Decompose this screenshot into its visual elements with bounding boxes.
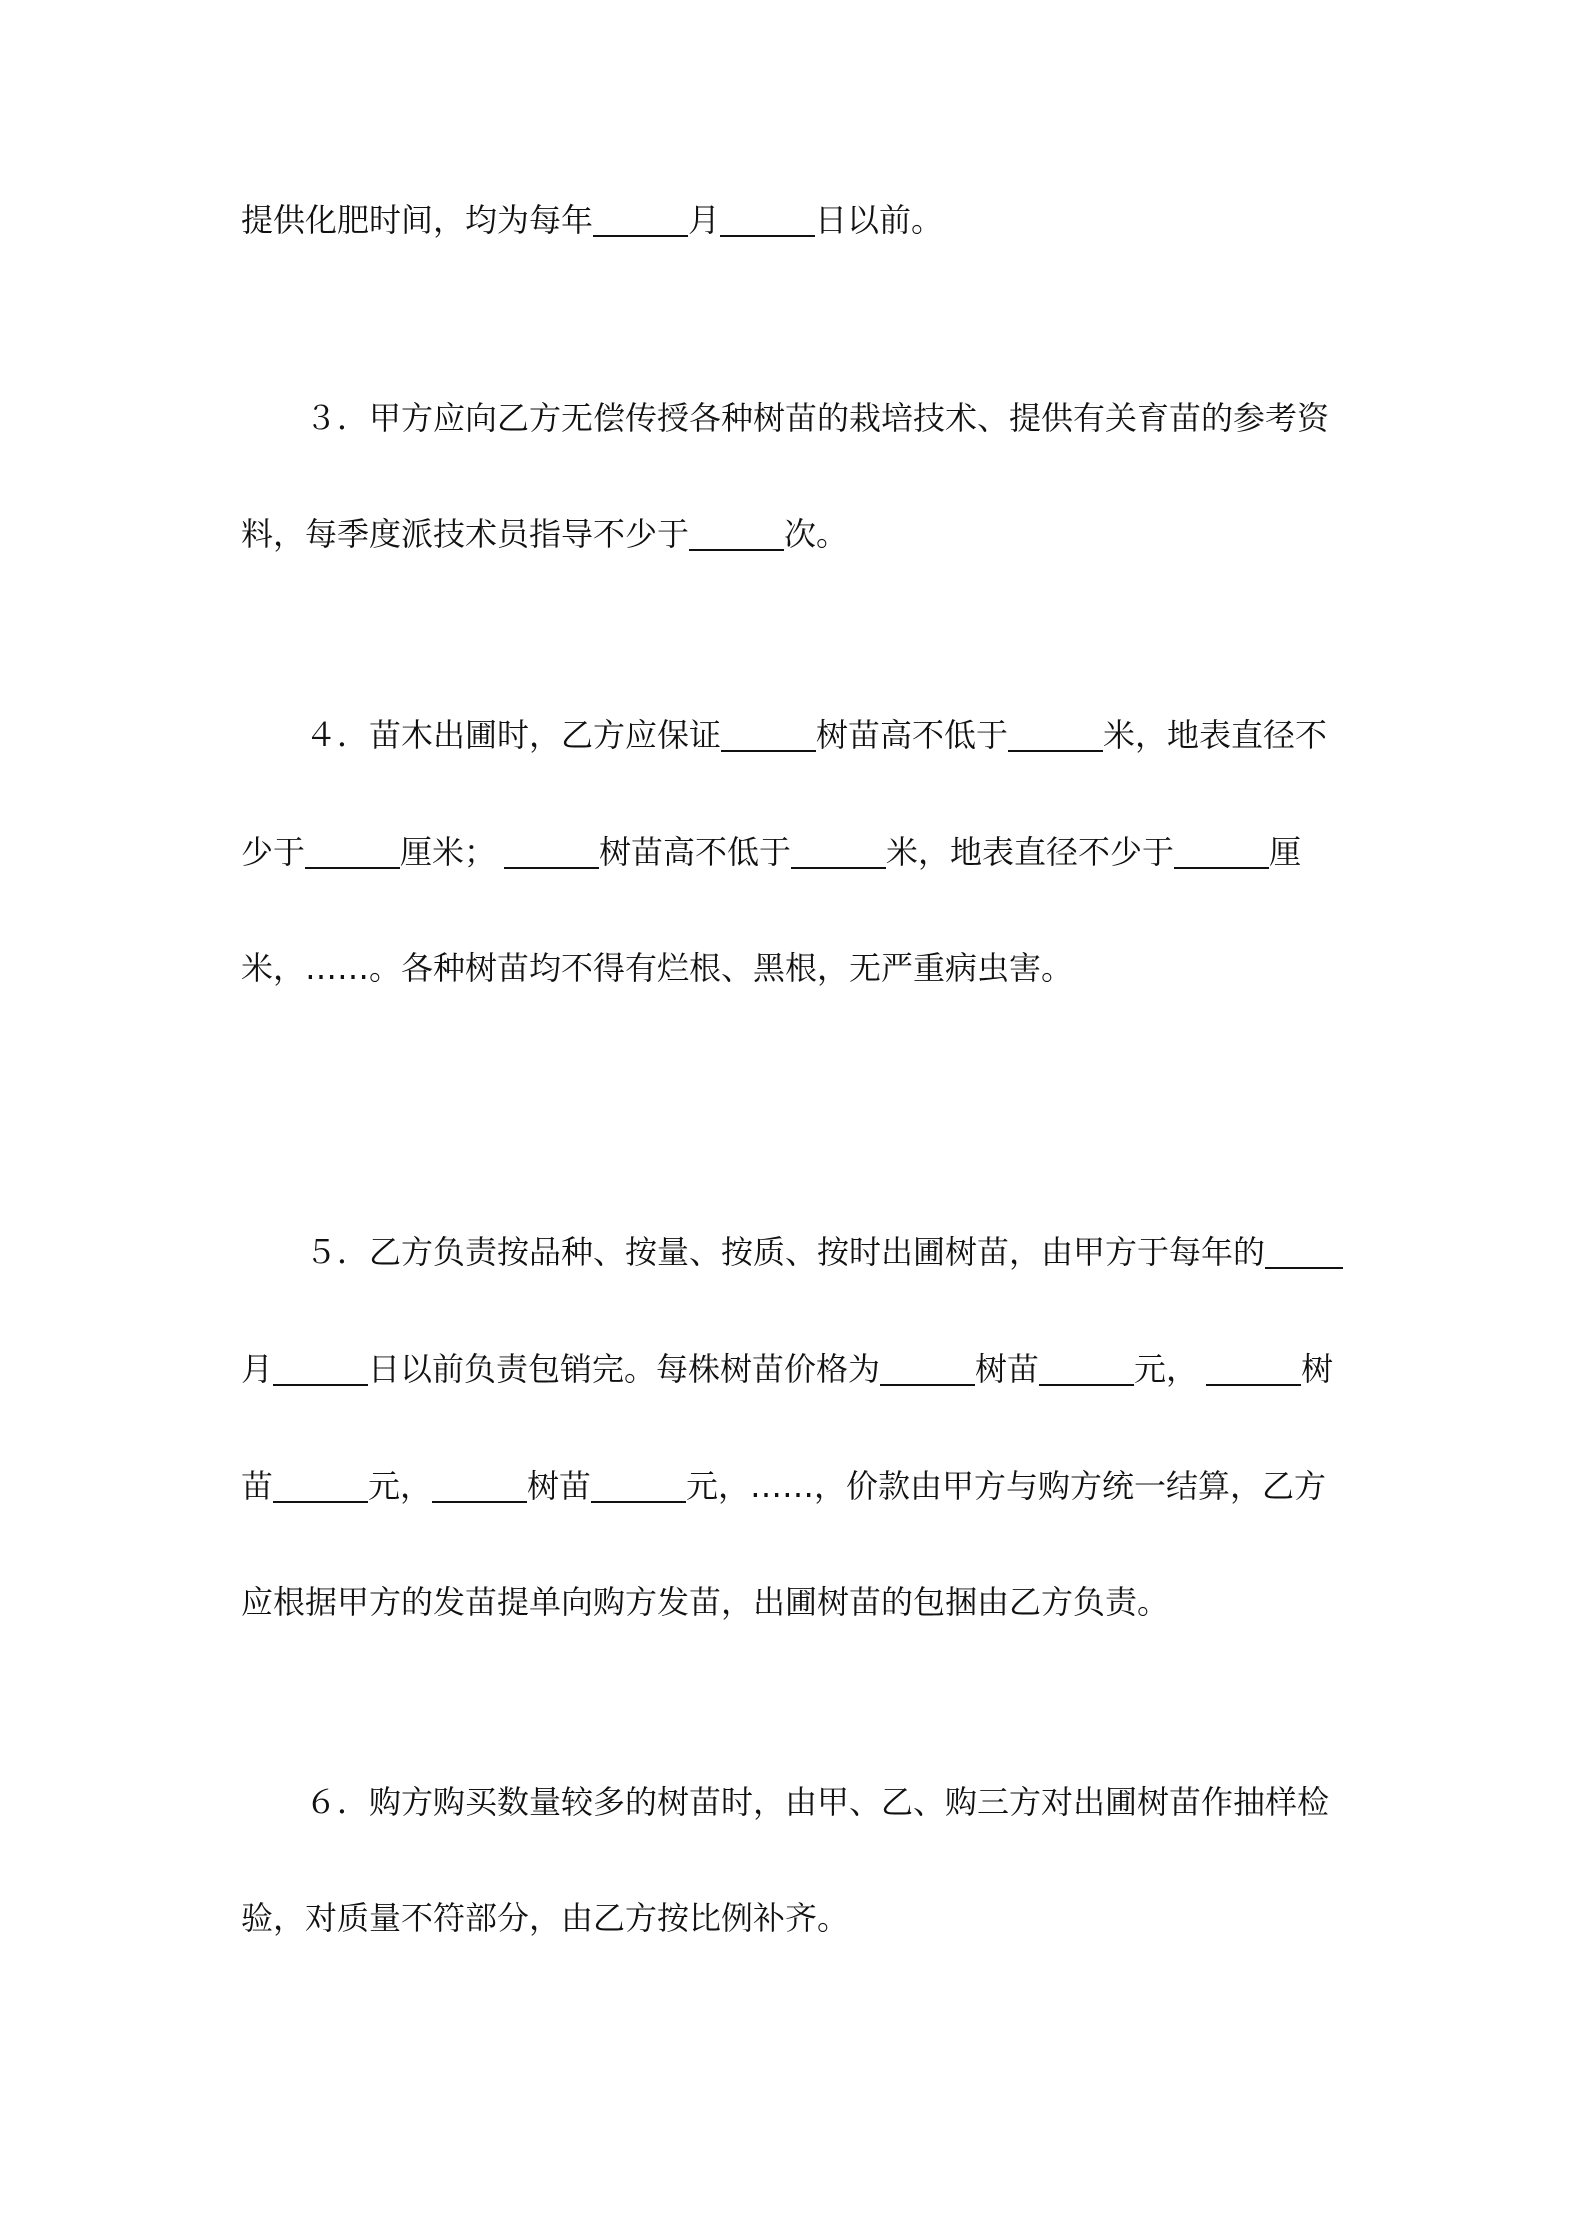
price-blank — [1039, 1352, 1134, 1386]
text-segment: 料，每季度派技术员指导不少于 — [241, 515, 690, 553]
text-segment: ５．乙方负责按品种、按量、按质、按时出圃树苗，由甲方于每年的 — [305, 1233, 1266, 1271]
text-segment: 月 — [241, 1350, 274, 1388]
text-segment: ４．苗木出圃时，乙方应保证 — [305, 716, 722, 754]
clause-3-line-2 — [241, 514, 1351, 554]
price-blank — [273, 1469, 368, 1503]
clause-4-line-3: 米，……。各种树苗均不得有烂根、黑根，无严重病虫害。 — [241, 949, 1074, 987]
text-segment: 树苗高不低于 — [816, 716, 1009, 754]
text-segment: 树苗 — [975, 1350, 1040, 1388]
text-segment: 提供化肥时间，均为每年 — [241, 201, 594, 239]
clause-6-line-1: ６．购方购买数量较多的树苗时，由甲、乙、购三方对出圃树苗作抽样检 — [305, 1783, 1330, 1821]
diameter-blank — [1174, 835, 1269, 869]
text-segment: 米，地表直径不少于 — [886, 833, 1175, 871]
day-blank — [273, 1352, 368, 1386]
text-segment: 树苗高不低于 — [599, 833, 792, 871]
clause-5-line-2 — [241, 1349, 1351, 1389]
species-blank — [1206, 1352, 1301, 1386]
month-blank — [593, 203, 688, 237]
clause-6-line-2: 验，对质量不符部分，由乙方按比例补齐。 — [241, 1899, 850, 1937]
height-blank — [1008, 718, 1103, 752]
text-segment: 次。 — [784, 515, 849, 553]
text-segment: 米，地表直径不 — [1103, 716, 1328, 754]
clause-5-line-3 — [241, 1466, 1351, 1506]
clause-4-line-2 — [241, 832, 1351, 872]
text-segment: 元， — [1134, 1350, 1199, 1388]
text-segment: 树苗 — [527, 1467, 592, 1505]
text-segment: 苗 — [241, 1467, 274, 1505]
clause-4-line-1 — [241, 715, 1351, 755]
text-segment: 元， — [368, 1467, 433, 1505]
text-segment: 树 — [1301, 1350, 1334, 1388]
species-blank — [721, 718, 816, 752]
price-blank — [591, 1469, 686, 1503]
diameter-blank — [305, 835, 400, 869]
fertilizer-time-line — [241, 200, 1351, 240]
text-segment: 厘米； — [400, 833, 497, 871]
species-blank — [504, 835, 599, 869]
clause-5-line-1 — [241, 1232, 1351, 1272]
clause-3-line-1: ３．甲方应向乙方无偿传授各种树苗的栽培技术、提供有关育苗的参考资 — [305, 399, 1330, 437]
text-segment: 厘 — [1269, 833, 1302, 871]
text-segment: 少于 — [241, 833, 306, 871]
clause-5-line-4: 应根据甲方的发苗提单向购方发苗，出圃树苗的包捆由乙方负责。 — [241, 1583, 1170, 1621]
text-segment: 日以前负责包销完。每株树苗价格为 — [368, 1350, 881, 1388]
height-blank — [791, 835, 886, 869]
day-blank — [720, 203, 815, 237]
text-segment: 日以前。 — [815, 201, 944, 239]
month-blank — [1265, 1235, 1343, 1269]
text-segment: 元，……，价款由甲方与购方统一结算，乙方 — [686, 1467, 1327, 1505]
species-blank — [432, 1469, 527, 1503]
species-blank — [880, 1352, 975, 1386]
times-blank — [689, 517, 784, 551]
text-segment: 月 — [688, 201, 721, 239]
